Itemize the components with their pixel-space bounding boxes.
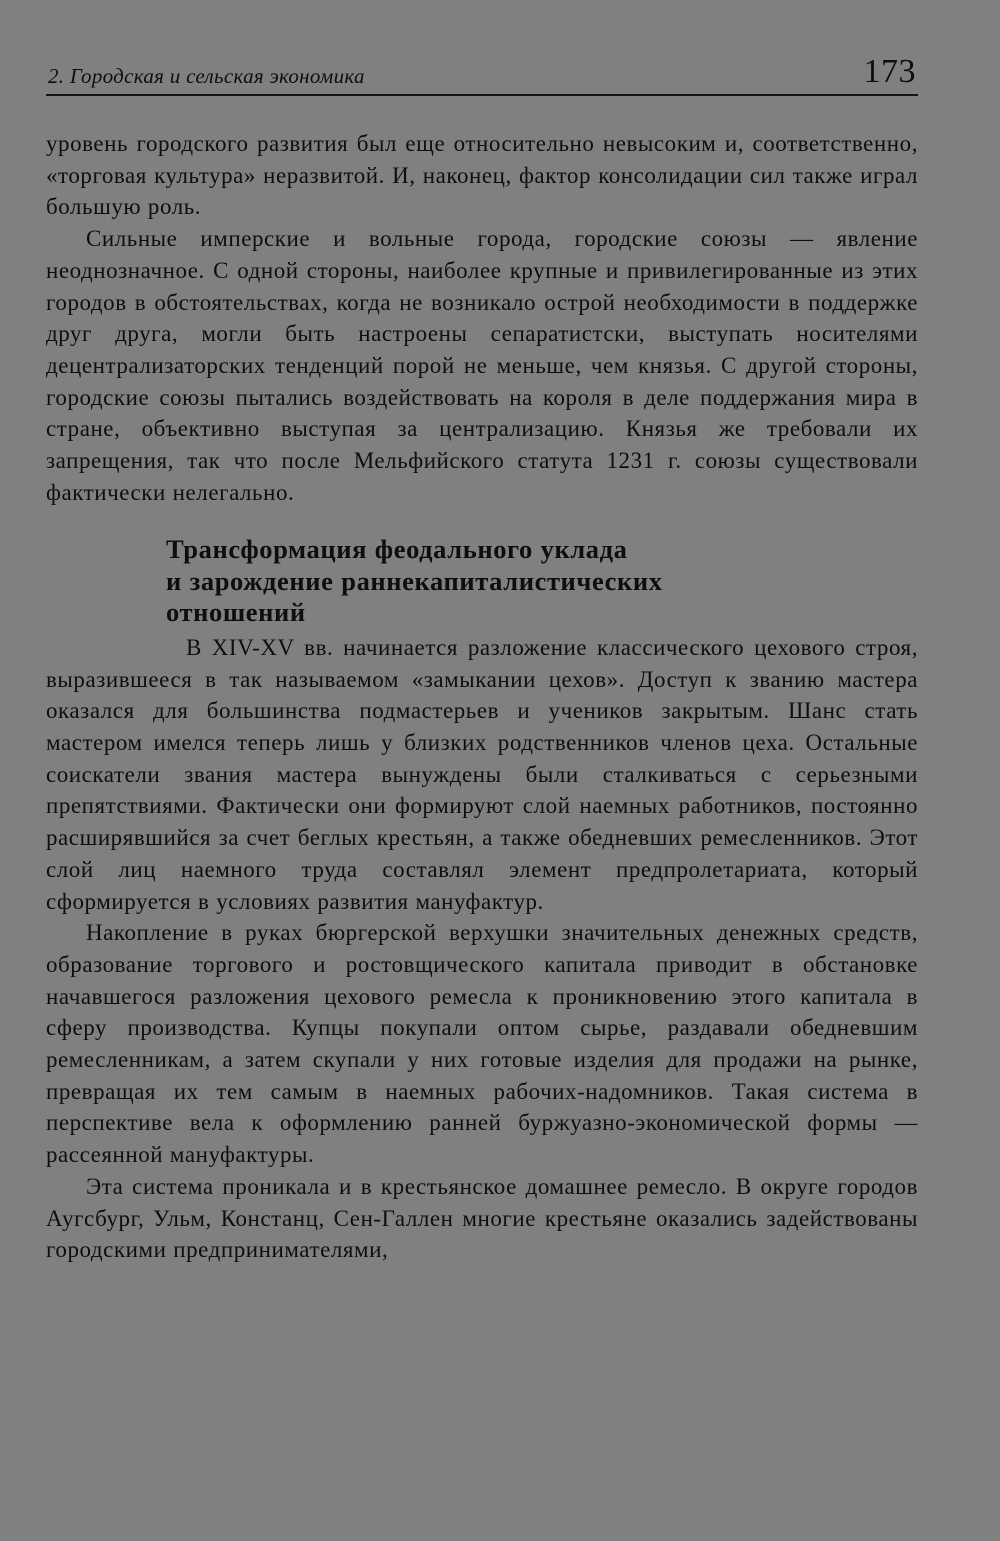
- running-header: [46, 50, 918, 96]
- paragraph-rural-craft: Эта система проникала и в крестьянское домашнее ремесло. В округе городов Аугсбург, Ульм, Констанц, Сен-Галлен многие крестьяне оказались задействованы городскими предпринимателями,: [46, 1173, 918, 1263]
- paragraph-continued: уровень городского развития был еще относительно невысоким и, соответственно, «торговая культура» неразвитой. И, наконец, фактор консолидации сил также играл большую роль.: [46, 131, 918, 220]
- section-heading-line-1: Трансформация феодального уклада: [166, 534, 628, 565]
- paragraph-city-unions: Сильные имперские и вольные города, городские союзы — явление неоднозначное. С одной стороны, наиболее крупные и привилегированные из этих городов в обстоятельствах, когда не возникало острой необходимости в поддержке друг друга, могли быть настроены сепаратистски, выступать носителями децентрализаторских тенденций порой не меньше, чем князья. С другой стороны, городские союзы пытались воздействовать на короля в деле поддержания мира в стране, объективно выступая за централизацию. Князья же требовали их запрещения, так что после Мельфийского статута 1231 г. союзы существовали фактически нелегально.: [46, 226, 918, 505]
- section-heading: [166, 534, 918, 629]
- paragraph-capital-accumulation: Накопление в руках бюргерской верхушки значительных денежных средств, образование торгового и ростовщического капитала приводит в обстановке начавшегося разложения цехового ремесла к проникновению этого капитала в сферу производства. Купцы покупали оптом сырье, раздавали обедневшим ремесленникам, а затем скупали у них готовые изделия для продажи на рынке, превращая их тем самым в наемных рабочих-надомников. Такая система в перспективе вела к оформлению ранней буржуазно-экономической формы — рассеянной мануфактуры.: [46, 920, 918, 1168]
- page-number: 173: [863, 53, 916, 90]
- paragraph-guild-decline: В XIV-XV вв. начинается разложение классического цехового строя, выразившееся в так называемом «замыкании цехов». Доступ к званию мастера оказался для большинства подмастерьев и учеников закрытым. Шанс стать мастером имелся теперь лишь у близких родственников членов цеха. Остальные соискатели звания мастера вынуждены были сталкиваться с серьезными препятствиями. Фактически они формируют слой наемных работников, постоянно расширявшийся за счет беглых крестьян, а также обедневших ремесленников. Этот слой лиц наемного труда составлял элемент предпролетариата, который сформируется в условиях развития мануфактур.: [46, 634, 918, 914]
- section-heading-line-2: и зарождение раннекапиталистических: [166, 565, 663, 596]
- running-title: 2. Городская и сельская экономика: [48, 64, 365, 88]
- section-heading-line-3: отношений: [166, 597, 306, 628]
- main-text: [46, 128, 918, 1266]
